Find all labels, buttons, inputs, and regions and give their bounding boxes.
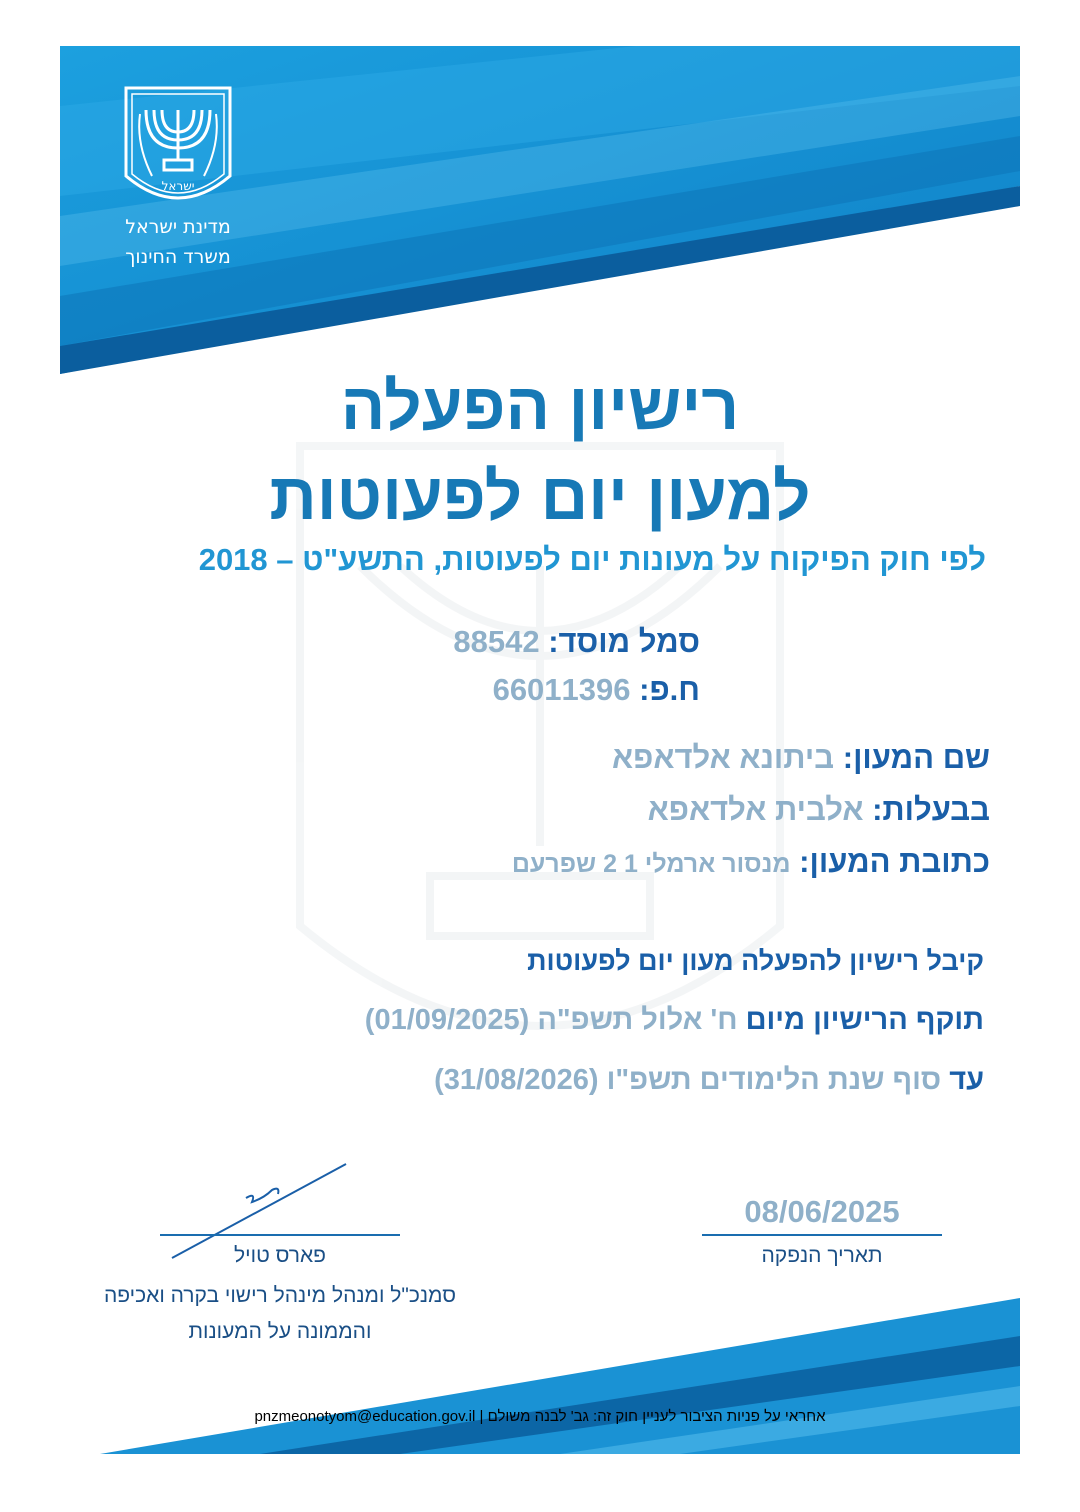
license-subtitle: למעון יום לפעוטות — [269, 459, 811, 533]
owner-value: אלבית אלדאפא — [647, 792, 864, 827]
footer-contact: pnzmeonotyom@education.gov.il | אחראי על פניות הציבור לעניין חוק זה: גב' לבנה משולם — [254, 1408, 826, 1425]
address-label: כתובת המעון: — [799, 844, 990, 879]
license-title: רישיון הפעלה — [340, 369, 740, 443]
until-row — [434, 1064, 984, 1097]
signer-role-line1: סמנכ"ל ומנהל מינהל רישוי בקרה ואכיפה — [103, 1284, 457, 1307]
issue-date — [702, 1194, 942, 1230]
ministry-name: משרד החינוך — [125, 246, 231, 268]
license-document — [60, 46, 1020, 1454]
validity-label: תוקף הרישיון מיום — [745, 1004, 984, 1036]
law-reference: לפי חוק הפיקוח על מעונות יום לפעוטות, התשע"ט – 2018 — [198, 542, 986, 577]
institution-code-row — [453, 624, 700, 660]
owner-row — [648, 792, 990, 828]
emblem-text: ישראל — [161, 179, 195, 193]
company-number-label: ח.פ: — [639, 672, 700, 707]
issue-date-value: 08/06/2025 — [744, 1194, 900, 1229]
validity-row — [365, 1004, 984, 1037]
state-emblem — [108, 84, 248, 272]
state-name: מדינת ישראל — [125, 216, 231, 238]
signature-line — [160, 1234, 400, 1236]
address-value: מנסור ארמלי 1 2 שפרעם — [511, 850, 791, 878]
company-number-value: 66011396 — [492, 672, 631, 707]
until-value: סוף שנת הלימודים תשפ"ו (31/08/2026) — [434, 1064, 942, 1096]
issue-date-caption: תאריך הנפקה — [761, 1244, 883, 1267]
company-number-row — [493, 672, 700, 708]
daycare-name-value: ביתונא אלדאפא — [612, 740, 835, 775]
institution-code-label: סמל מוסד: — [548, 624, 700, 659]
license-received: קיבל רישיון להפעלה מעון יום לפעוטות — [527, 946, 984, 976]
issue-date-line — [702, 1234, 942, 1236]
daycare-name-row — [612, 740, 990, 776]
daycare-name-label: שם המעון: — [842, 740, 990, 775]
owner-label: בבעלות: — [872, 792, 990, 827]
until-label: עד — [949, 1064, 984, 1096]
menorah-emblem-icon — [122, 84, 234, 212]
signer-name: פארס טויל — [234, 1244, 326, 1267]
validity-value: ח' אלול תשפ"ה (01/09/2025) — [364, 1004, 738, 1036]
address-row — [512, 844, 990, 880]
institution-code-value: 88542 — [453, 624, 540, 659]
signer-role-line2: והממונה על המעונות — [188, 1320, 372, 1343]
